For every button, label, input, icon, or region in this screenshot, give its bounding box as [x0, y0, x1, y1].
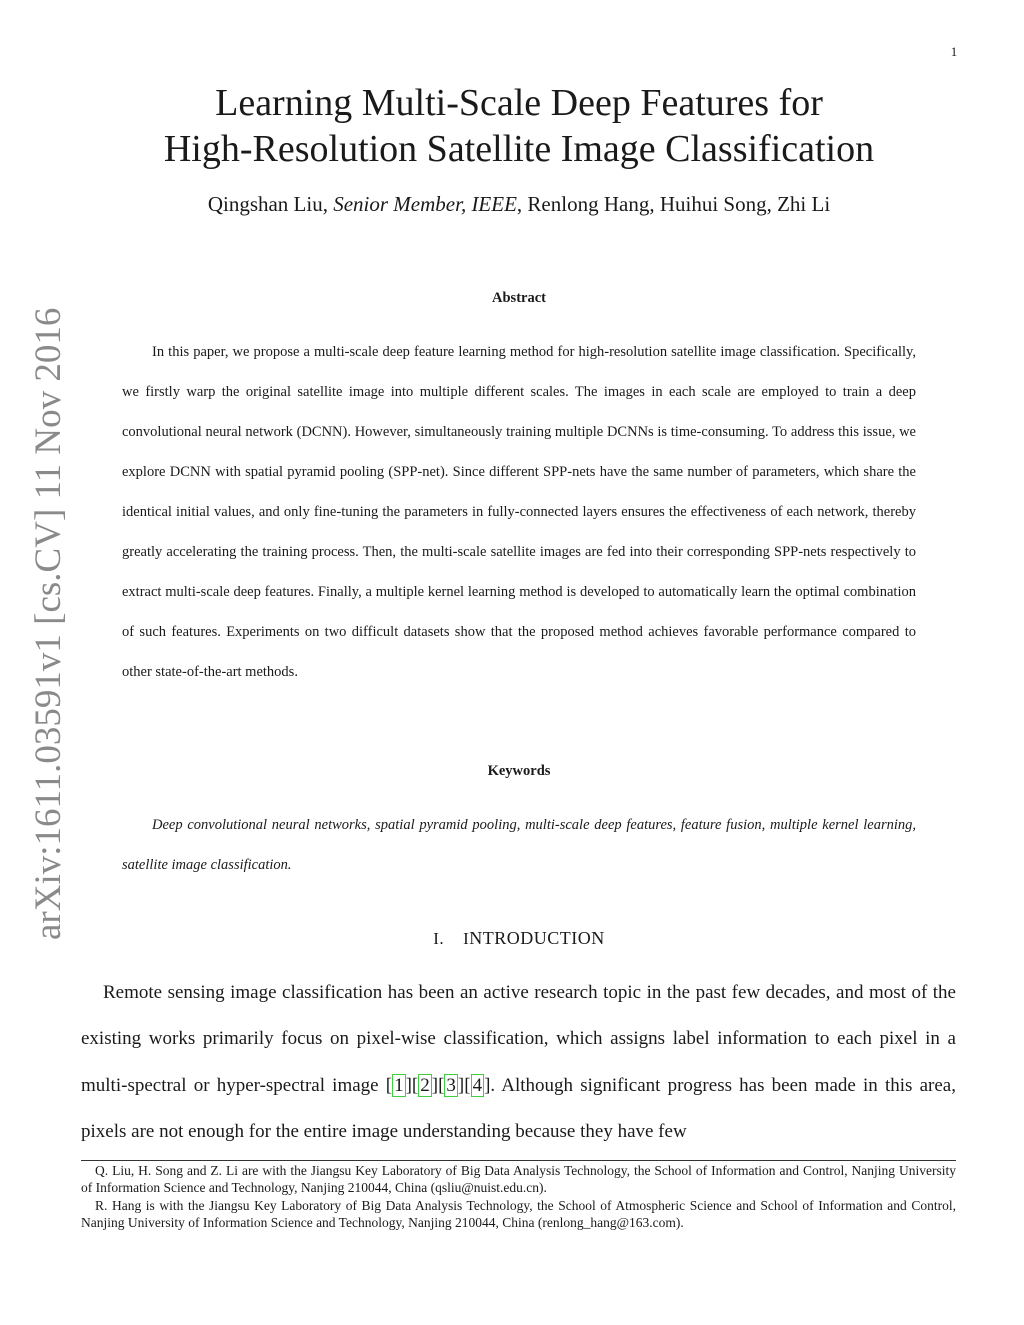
citation-link[interactable]: 4 — [472, 1074, 483, 1096]
section-number: I. — [433, 929, 445, 948]
keywords-text: Deep convolutional neural networks, spatial pyramid pooling, multi-scale deep features, feature fusion, multiple kernel learning, satellite image classification. — [122, 817, 916, 873]
author-affiliation: Senior Member, IEEE — [333, 192, 517, 216]
paper-title — [80, 80, 958, 172]
section-heading-introduction — [80, 928, 958, 949]
intro-text-after: . Although significant progress has been made in this area, pixels are not enough for the entire image understanding because they have few — [81, 1074, 956, 1142]
author-rest: , Renlong Hang, Huihui Song, Zhi Li — [516, 192, 831, 216]
section-title-rest: NTRODUCTION — [469, 928, 605, 948]
citation-link[interactable]: 3 — [446, 1074, 456, 1096]
footnote-divider — [81, 1160, 956, 1161]
title-line-1: Learning Multi-Scale Deep Features for — [215, 82, 823, 124]
citation-link[interactable]: 2 — [420, 1074, 430, 1096]
intro-text-before: Remote sensing image classification has been an active research topic in the past few decades, and most of the existing works primarily focus on pixel-wise classification, which assigns label information to each pixel in a multi-spectral or hyper-spectral image — [81, 982, 956, 1096]
section-title-initial: I — [463, 929, 470, 948]
introduction-paragraph: Remote sensing image classification has been an active research topic in the past few decades, and most of the existing works primarily focus on pixel-wise classification, which assigns label information to each pixel in a multi-spectral or hyper-spectral image [ 1 ][ 2 ][ 3 ][ 4 ]. Although significant progress has been made in this area, pixels are not enough for the entire image understanding because they have few — [81, 982, 956, 1142]
footnote-affiliation-1: Q. Liu, H. Song and Z. Li are with the Jiangsu Key Laboratory of Big Data Analysis Technology, the School of Information and Control, Nanjing University of Information Science and Technology, Nanjing 210044, China (qsliu@nuist.edu.cn). — [81, 1163, 956, 1196]
page-number: 1 — [950, 44, 958, 59]
keywords-heading: Keywords — [487, 763, 551, 779]
title-line-2: High-Resolution Satellite Image Classification — [163, 128, 875, 170]
abstract-text: In this paper, we propose a multi-scale deep feature learning method for high-resolution satellite image classification. Specifically, we firstly warp the original satellite image into multiple different scales. The images in each scale are employed to train a deep convolutional neural network (DCNN). However, simultaneously training multiple DCNNs is time-consuming. To address this issue, we explore DCNN with spatial pyramid pooling (SPP-net). Since different SPP-nets have the same number of parameters, which share the identical initial values, and only fine-tuning the parameters in fully-connected layers ensures the effectiveness of each network, thereby greatly accelerating the training process. Then, the multi-scale satellite images are fed into their corresponding SPP-nets respectively to extract multi-scale deep features. Finally, a multiple kernel learning method is developed to automatically learn the optimal combination of such features. Experiments on two difficult datasets show that the proposed method achieves favorable performance compared to other state-of-the-art methods. — [122, 344, 916, 680]
citation-link[interactable]: 1 — [394, 1074, 404, 1096]
abstract-heading: Abstract — [492, 290, 546, 306]
author-list — [80, 189, 958, 219]
author-first: Qingshan Liu, — [207, 192, 328, 216]
footnotes — [81, 1162, 956, 1231]
footnote-affiliation-2: R. Hang is with the Jiangsu Key Laboratory of Big Data Analysis Technology, the School of Atmospheric Science and School of Information and Control, Nanjing University of Information Science and Technology, Nanjing 210044, China (renlong_hang@163.com). — [81, 1197, 956, 1230]
arxiv-identifier: arXiv:1611.03591v1 [cs.CV] 11 Nov 2016 — [28, 307, 69, 940]
